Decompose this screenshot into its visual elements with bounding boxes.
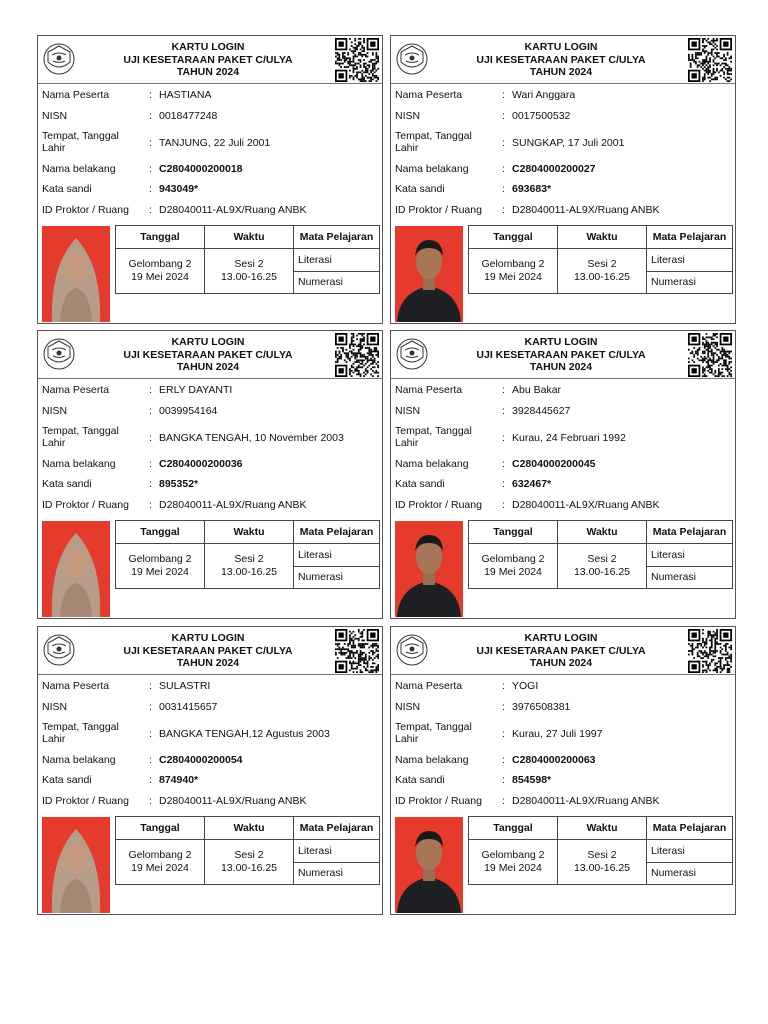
participant-photo bbox=[395, 817, 463, 913]
participant-portrait-icon bbox=[42, 521, 110, 617]
col-waktu: Waktu bbox=[558, 817, 647, 840]
label-ttl-line-1: Tempat, Tanggal bbox=[395, 130, 472, 142]
title-line-1: KARTU LOGIN bbox=[171, 336, 245, 348]
tanggal-ujian: 19 Mei 2024 bbox=[484, 271, 542, 283]
participant-portrait-icon bbox=[395, 226, 463, 322]
label-username: Nama belakang bbox=[42, 163, 116, 175]
participant-photo bbox=[395, 226, 463, 322]
label-nisn: NISN bbox=[395, 110, 421, 122]
title-line-2: UJI KESETARAAN PAKET C/ULYA bbox=[123, 348, 293, 361]
label-username: Nama belakang bbox=[395, 458, 469, 470]
table-header-row bbox=[469, 226, 733, 249]
card-title bbox=[98, 336, 318, 374]
cell-tanggal bbox=[469, 840, 558, 885]
schedule-table bbox=[115, 225, 380, 294]
schedule-table bbox=[468, 225, 733, 294]
participant-photo bbox=[395, 521, 463, 617]
title-line-1: KARTU LOGIN bbox=[524, 41, 598, 53]
value-nama: YOGI bbox=[512, 680, 539, 692]
colon: : bbox=[149, 163, 152, 175]
label-ttl bbox=[42, 425, 142, 449]
colon: : bbox=[149, 701, 152, 713]
sesi: Sesi 2 bbox=[587, 258, 617, 270]
label-ttl-line-1: Tempat, Tanggal bbox=[42, 425, 119, 437]
mapel-numerasi: Numerasi bbox=[647, 271, 733, 294]
label-ttl-line-1: Tempat, Tanggal bbox=[395, 425, 472, 437]
sesi: Sesi 2 bbox=[234, 553, 264, 565]
mapel-literasi: Literasi bbox=[647, 544, 733, 567]
schedule-table bbox=[468, 816, 733, 885]
title-line-3: TAHUN 2024 bbox=[529, 657, 593, 669]
col-waktu: Waktu bbox=[205, 226, 294, 249]
label-nisn: NISN bbox=[42, 405, 68, 417]
mapel-numerasi: Numerasi bbox=[647, 566, 733, 589]
label-username: Nama belakang bbox=[395, 754, 469, 766]
mapel-numerasi: Numerasi bbox=[647, 862, 733, 885]
card-title bbox=[451, 41, 671, 79]
card-header bbox=[391, 331, 735, 379]
label-nisn: NISN bbox=[395, 701, 421, 713]
value-proktor: D28040011-AL9X/Ruang ANBK bbox=[512, 795, 660, 807]
value-nisn: 3976508381 bbox=[512, 701, 571, 713]
colon: : bbox=[502, 728, 505, 740]
colon: : bbox=[149, 137, 152, 149]
table-header-row bbox=[116, 521, 380, 544]
sesi: Sesi 2 bbox=[587, 553, 617, 565]
card-header bbox=[38, 36, 382, 84]
cell-tanggal bbox=[469, 249, 558, 294]
value-ttl: Kurau, 24 Februari 1992 bbox=[512, 432, 626, 444]
sesi: Sesi 2 bbox=[234, 258, 264, 270]
colon: : bbox=[502, 478, 505, 490]
mapel-numerasi: Numerasi bbox=[294, 862, 380, 885]
colon: : bbox=[502, 774, 505, 786]
label-nama: Nama Peserta bbox=[42, 680, 110, 692]
value-nisn: 0031415657 bbox=[159, 701, 218, 713]
label-proktor: ID Proktor / Ruang bbox=[395, 204, 482, 216]
title-line-3: TAHUN 2024 bbox=[529, 361, 593, 373]
col-waktu: Waktu bbox=[558, 521, 647, 544]
login-card bbox=[390, 330, 736, 619]
tanggal-ujian: 19 Mei 2024 bbox=[484, 862, 542, 874]
value-proktor: D28040011-AL9X/Ruang ANBK bbox=[159, 795, 307, 807]
card-header bbox=[391, 627, 735, 675]
colon: : bbox=[149, 432, 152, 444]
tut-wuri-handayani-logo-icon bbox=[395, 337, 429, 371]
value-username: C2804000200045 bbox=[512, 458, 596, 470]
label-username: Nama belakang bbox=[42, 458, 116, 470]
colon: : bbox=[502, 754, 505, 766]
value-nama: Wari Anggara bbox=[512, 89, 576, 101]
mapel-numerasi: Numerasi bbox=[294, 271, 380, 294]
colon: : bbox=[502, 89, 505, 101]
label-ttl-line-1: Tempat, Tanggal bbox=[42, 130, 119, 142]
label-ttl-line-2: Lahir bbox=[395, 437, 419, 449]
participant-portrait-icon bbox=[42, 226, 110, 322]
value-ttl: TANJUNG, 22 Juli 2001 bbox=[159, 137, 271, 149]
mapel-literasi: Literasi bbox=[294, 840, 380, 863]
title-line-3: TAHUN 2024 bbox=[176, 361, 240, 373]
col-mata-pelajaran: Mata Pelajaran bbox=[294, 521, 380, 544]
label-nisn: NISN bbox=[395, 405, 421, 417]
login-card bbox=[37, 626, 383, 915]
colon: : bbox=[502, 499, 505, 511]
colon: : bbox=[502, 163, 505, 175]
tut-wuri-handayani-logo-icon bbox=[42, 42, 76, 76]
cell-waktu bbox=[205, 840, 294, 885]
gelombang: Gelombang 2 bbox=[128, 258, 192, 270]
cell-tanggal bbox=[116, 840, 205, 885]
title-line-3: TAHUN 2024 bbox=[529, 66, 593, 78]
gelombang: Gelombang 2 bbox=[481, 849, 545, 861]
gelombang: Gelombang 2 bbox=[128, 553, 192, 565]
title-line-2: UJI KESETARAAN PAKET C/ULYA bbox=[123, 53, 293, 66]
colon: : bbox=[502, 137, 505, 149]
jam: 13.00-16.25 bbox=[573, 862, 631, 874]
qr-code-icon bbox=[334, 629, 380, 673]
label-username: Nama belakang bbox=[42, 754, 116, 766]
table-row bbox=[116, 840, 380, 863]
tanggal-ujian: 19 Mei 2024 bbox=[131, 862, 189, 874]
participant-portrait-icon bbox=[395, 817, 463, 913]
table-header-row bbox=[469, 817, 733, 840]
login-card bbox=[390, 35, 736, 324]
title-line-1: KARTU LOGIN bbox=[171, 41, 245, 53]
value-ttl: BANGKA TENGAH,12 Agustus 2003 bbox=[159, 728, 330, 740]
qr-code-icon bbox=[334, 333, 380, 377]
label-ttl-line-2: Lahir bbox=[395, 733, 419, 745]
colon: : bbox=[149, 499, 152, 511]
label-nama: Nama Peserta bbox=[395, 384, 463, 396]
value-ttl: BANGKA TENGAH, 10 November 2003 bbox=[159, 432, 344, 444]
colon: : bbox=[502, 204, 505, 216]
card-title bbox=[98, 41, 318, 79]
schedule-table bbox=[468, 520, 733, 589]
value-ttl: Kurau, 27 Juli 1997 bbox=[512, 728, 603, 740]
colon: : bbox=[149, 680, 152, 692]
value-nisn: 0018477248 bbox=[159, 110, 218, 122]
qr-code-icon bbox=[687, 38, 733, 82]
col-mata-pelajaran: Mata Pelajaran bbox=[294, 817, 380, 840]
card-title bbox=[98, 632, 318, 670]
col-waktu: Waktu bbox=[205, 817, 294, 840]
label-password: Kata sandi bbox=[395, 774, 445, 786]
schedule-table bbox=[115, 520, 380, 589]
label-ttl-line-2: Lahir bbox=[42, 437, 66, 449]
value-nisn: 0039954164 bbox=[159, 405, 218, 417]
login-card bbox=[37, 330, 383, 619]
colon: : bbox=[502, 384, 505, 396]
sesi: Sesi 2 bbox=[587, 849, 617, 861]
cell-waktu bbox=[558, 249, 647, 294]
col-mata-pelajaran: Mata Pelajaran bbox=[647, 817, 733, 840]
colon: : bbox=[502, 680, 505, 692]
tut-wuri-handayani-logo-icon bbox=[42, 633, 76, 667]
colon: : bbox=[502, 432, 505, 444]
qr-code-icon bbox=[687, 629, 733, 673]
label-proktor: ID Proktor / Ruang bbox=[42, 795, 129, 807]
tut-wuri-handayani-logo-icon bbox=[395, 42, 429, 76]
table-header-row bbox=[116, 226, 380, 249]
label-ttl bbox=[395, 130, 495, 154]
tut-wuri-handayani-logo-icon bbox=[395, 633, 429, 667]
participant-photo bbox=[42, 226, 110, 322]
colon: : bbox=[149, 478, 152, 490]
value-nisn: 3928445627 bbox=[512, 405, 571, 417]
jam: 13.00-16.25 bbox=[573, 566, 631, 578]
colon: : bbox=[149, 458, 152, 470]
col-tanggal: Tanggal bbox=[116, 817, 205, 840]
colon: : bbox=[149, 728, 152, 740]
cell-tanggal bbox=[116, 544, 205, 589]
colon: : bbox=[149, 183, 152, 195]
colon: : bbox=[149, 110, 152, 122]
colon: : bbox=[502, 458, 505, 470]
value-username: C2804000200063 bbox=[512, 754, 596, 766]
value-password: 693683* bbox=[512, 183, 552, 195]
table-row bbox=[469, 544, 733, 567]
cell-waktu bbox=[205, 544, 294, 589]
label-password: Kata sandi bbox=[395, 478, 445, 490]
title-line-2: UJI KESETARAAN PAKET C/ULYA bbox=[476, 348, 646, 361]
col-waktu: Waktu bbox=[558, 226, 647, 249]
colon: : bbox=[149, 405, 152, 417]
title-line-1: KARTU LOGIN bbox=[524, 632, 598, 644]
table-header-row bbox=[469, 521, 733, 544]
label-ttl-line-2: Lahir bbox=[395, 142, 419, 154]
cell-waktu bbox=[558, 840, 647, 885]
cell-tanggal bbox=[116, 249, 205, 294]
cell-waktu bbox=[558, 544, 647, 589]
title-line-3: TAHUN 2024 bbox=[176, 66, 240, 78]
table-row bbox=[116, 544, 380, 567]
card-header bbox=[38, 627, 382, 675]
col-tanggal: Tanggal bbox=[469, 226, 558, 249]
mapel-literasi: Literasi bbox=[647, 840, 733, 863]
col-mata-pelajaran: Mata Pelajaran bbox=[294, 226, 380, 249]
card-title bbox=[451, 336, 671, 374]
mapel-literasi: Literasi bbox=[294, 544, 380, 567]
table-row bbox=[469, 249, 733, 272]
table-header-row bbox=[116, 817, 380, 840]
participant-portrait-icon bbox=[395, 521, 463, 617]
value-username: C2804000200054 bbox=[159, 754, 243, 766]
jam: 13.00-16.25 bbox=[220, 862, 278, 874]
participant-portrait-icon bbox=[42, 817, 110, 913]
login-card bbox=[390, 626, 736, 915]
label-nama: Nama Peserta bbox=[395, 680, 463, 692]
label-nama: Nama Peserta bbox=[395, 89, 463, 101]
qr-code-icon bbox=[334, 38, 380, 82]
value-nama: Abu Bakar bbox=[512, 384, 562, 396]
value-nama: ERLY DAYANTI bbox=[159, 384, 233, 396]
value-nama: SULASTRI bbox=[159, 680, 211, 692]
cell-waktu bbox=[205, 249, 294, 294]
label-ttl-line-2: Lahir bbox=[42, 142, 66, 154]
value-ttl: SUNGKAP, 17 Juli 2001 bbox=[512, 137, 625, 149]
value-nisn: 0017500532 bbox=[512, 110, 571, 122]
col-mata-pelajaran: Mata Pelajaran bbox=[647, 226, 733, 249]
table-row bbox=[469, 840, 733, 863]
mapel-literasi: Literasi bbox=[647, 249, 733, 272]
title-line-2: UJI KESETARAAN PAKET C/ULYA bbox=[476, 53, 646, 66]
label-nisn: NISN bbox=[42, 701, 68, 713]
colon: : bbox=[149, 774, 152, 786]
col-tanggal: Tanggal bbox=[116, 521, 205, 544]
value-username: C2804000200018 bbox=[159, 163, 243, 175]
tanggal-ujian: 19 Mei 2024 bbox=[131, 566, 189, 578]
colon: : bbox=[149, 795, 152, 807]
mapel-literasi: Literasi bbox=[294, 249, 380, 272]
gelombang: Gelombang 2 bbox=[128, 849, 192, 861]
value-password: 632467* bbox=[512, 478, 552, 490]
login-card bbox=[37, 35, 383, 324]
label-ttl bbox=[395, 721, 495, 745]
label-proktor: ID Proktor / Ruang bbox=[42, 499, 129, 511]
colon: : bbox=[149, 89, 152, 101]
value-password: 854598* bbox=[512, 774, 552, 786]
value-password: 943049* bbox=[159, 183, 199, 195]
jam: 13.00-16.25 bbox=[220, 566, 278, 578]
title-line-1: KARTU LOGIN bbox=[171, 632, 245, 644]
value-password: 874940* bbox=[159, 774, 199, 786]
value-nama: HASTIANA bbox=[159, 89, 212, 101]
col-waktu: Waktu bbox=[205, 521, 294, 544]
col-tanggal: Tanggal bbox=[469, 817, 558, 840]
colon: : bbox=[149, 754, 152, 766]
value-proktor: D28040011-AL9X/Ruang ANBK bbox=[159, 204, 307, 216]
label-password: Kata sandi bbox=[42, 478, 92, 490]
qr-code-icon bbox=[687, 333, 733, 377]
label-proktor: ID Proktor / Ruang bbox=[395, 795, 482, 807]
label-ttl-line-1: Tempat, Tanggal bbox=[42, 721, 119, 733]
table-row bbox=[116, 249, 380, 272]
card-header bbox=[391, 36, 735, 84]
label-password: Kata sandi bbox=[395, 183, 445, 195]
label-ttl-line-1: Tempat, Tanggal bbox=[395, 721, 472, 733]
label-proktor: ID Proktor / Ruang bbox=[395, 499, 482, 511]
participant-photo bbox=[42, 817, 110, 913]
colon: : bbox=[149, 384, 152, 396]
tanggal-ujian: 19 Mei 2024 bbox=[484, 566, 542, 578]
label-ttl bbox=[42, 721, 142, 745]
title-line-2: UJI KESETARAAN PAKET C/ULYA bbox=[123, 644, 293, 657]
label-password: Kata sandi bbox=[42, 183, 92, 195]
colon: : bbox=[149, 204, 152, 216]
label-proktor: ID Proktor / Ruang bbox=[42, 204, 129, 216]
sesi: Sesi 2 bbox=[234, 849, 264, 861]
label-nisn: NISN bbox=[42, 110, 68, 122]
col-tanggal: Tanggal bbox=[116, 226, 205, 249]
label-nama: Nama Peserta bbox=[42, 89, 110, 101]
value-proktor: D28040011-AL9X/Ruang ANBK bbox=[159, 499, 307, 511]
title-line-2: UJI KESETARAAN PAKET C/ULYA bbox=[476, 644, 646, 657]
col-mata-pelajaran: Mata Pelajaran bbox=[647, 521, 733, 544]
cell-tanggal bbox=[469, 544, 558, 589]
title-line-3: TAHUN 2024 bbox=[176, 657, 240, 669]
jam: 13.00-16.25 bbox=[220, 271, 278, 283]
colon: : bbox=[502, 110, 505, 122]
mapel-numerasi: Numerasi bbox=[294, 566, 380, 589]
gelombang: Gelombang 2 bbox=[481, 258, 545, 270]
value-password: 895352* bbox=[159, 478, 199, 490]
schedule-table bbox=[115, 816, 380, 885]
label-ttl-line-2: Lahir bbox=[42, 733, 66, 745]
label-ttl bbox=[395, 425, 495, 449]
value-proktor: D28040011-AL9X/Ruang ANBK bbox=[512, 204, 660, 216]
participant-photo bbox=[42, 521, 110, 617]
tanggal-ujian: 19 Mei 2024 bbox=[131, 271, 189, 283]
value-username: C2804000200036 bbox=[159, 458, 243, 470]
label-username: Nama belakang bbox=[395, 163, 469, 175]
card-header bbox=[38, 331, 382, 379]
colon: : bbox=[502, 183, 505, 195]
jam: 13.00-16.25 bbox=[573, 271, 631, 283]
title-line-1: KARTU LOGIN bbox=[524, 336, 598, 348]
tut-wuri-handayani-logo-icon bbox=[42, 337, 76, 371]
label-password: Kata sandi bbox=[42, 774, 92, 786]
col-tanggal: Tanggal bbox=[469, 521, 558, 544]
value-username: C2804000200027 bbox=[512, 163, 596, 175]
colon: : bbox=[502, 701, 505, 713]
value-proktor: D28040011-AL9X/Ruang ANBK bbox=[512, 499, 660, 511]
card-title bbox=[451, 632, 671, 670]
colon: : bbox=[502, 405, 505, 417]
colon: : bbox=[502, 795, 505, 807]
label-nama: Nama Peserta bbox=[42, 384, 110, 396]
label-ttl bbox=[42, 130, 142, 154]
gelombang: Gelombang 2 bbox=[481, 553, 545, 565]
